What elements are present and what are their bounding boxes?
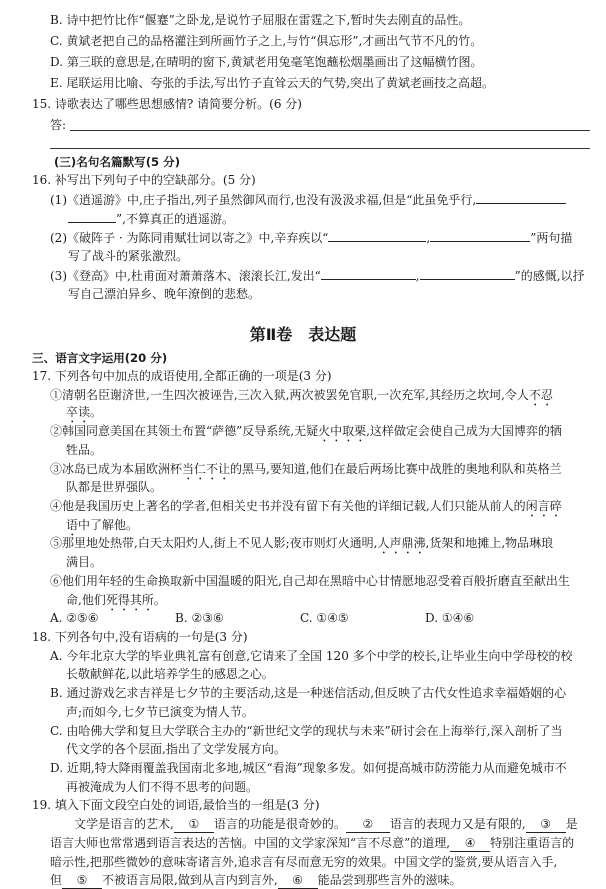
q17-sentence-5 <box>50 535 553 557</box>
q19-passage-line-4 <box>50 872 462 889</box>
text: 语言大师也常常遇到语言表达的苦恼。中国的文学家深知“言不尽意”的道理, <box>50 835 451 850</box>
q16-part-2-text: (2)《破阵子 · 为陈同甫赋壮词以寄之》中,辛弃疾以“ <box>50 231 329 245</box>
q18-option-c[interactable]: C. 由哈佛大学和复旦大学联合主办的“新世纪文学的现状与未来”研讨会在上海举行,深入剖析了当 <box>50 723 563 738</box>
question-19: 19. 填入下面文段空白处的词语,最恰当的一组是(3 分) <box>32 798 320 813</box>
q18-option-d[interactable]: D. 近期,特大降雨覆盖我国南北多地,城区“看海”现象多发。如何提高城市防涝能力从而避免城市不 <box>50 761 567 776</box>
q16-part-1-text-2: ”,不算真正的逍遥游。 <box>116 212 234 226</box>
option-c: C. 黄斌老把自己的品格灌注到所画竹子之上,与竹“俱忘形”,才画出气节不凡的竹。 <box>50 34 483 48</box>
text: ⑤那里地处热带,白天太阳灼人,街上不见人影;夜市则灯火通明, <box>50 536 378 551</box>
section-header-language-use: 三、语言文字运用(20 分) <box>32 351 168 365</box>
q19-passage-line-3: 暗示性,把那些微妙的意味寄诸言外,追求言有尽而意无穷的效果。中国文学的鉴赏,要从语言入手, <box>50 854 558 869</box>
q16-part-3 <box>50 267 585 284</box>
question-16: 16. 补写出下列句子中的空缺部分。(5 分) <box>32 173 256 187</box>
text: ①清朝名臣谢济世,一生四次被诬告,三次入狱,两次被罢免官职,一次充军,其经历之坎坷,令人 <box>50 387 529 402</box>
q17-option-c[interactable]: C. ①④⑤ <box>300 611 349 626</box>
option-d: D. 第三联的意思是,在晴明的窗下,黄斌老用兔毫笔饱蘸松烟墨画出了这幅横竹图。 <box>50 55 483 69</box>
q17-option-a[interactable]: A. ②⑤⑥ <box>50 611 99 626</box>
text: 的黑马,要知道,他们在最后两场比赛中战胜的奥地利队和英格兰 <box>230 461 562 476</box>
option-b: B. 诗中把竹比作“偃蹇”之卧龙,是说竹子屈服在雷霆之下,暂时失去刚直的品性。 <box>50 13 471 27</box>
question-15: 15. 诗歌表达了哪些思想感情? 请简要分析。(6 分) <box>32 97 302 111</box>
fill-blank[interactable] <box>321 267 416 280</box>
text: 是 <box>565 817 578 832</box>
text: 能品尝到那些言外的滋味。 <box>317 873 462 888</box>
q17-option-b[interactable]: B. ②③⑥ <box>175 611 224 626</box>
blank-3[interactable]: ③ <box>526 816 566 833</box>
q16-part-2 <box>50 229 572 246</box>
q19-passage-line-1 <box>74 816 578 833</box>
section-header-famous-lines: (三)名句名篇默写(5 分) <box>54 155 181 169</box>
blank-6[interactable]: ⑥ <box>278 872 318 889</box>
q17-option-d[interactable]: D. ①④⑥ <box>425 611 475 626</box>
q17-sentence-6: ⑥他们用年轻的生命换取新中国温暖的阳光,自己却在黑暗中心甘情愿地忍受着百般折磨直至献出生 <box>50 573 570 588</box>
text: 但 <box>50 873 63 888</box>
answer-line-1[interactable] <box>70 130 590 131</box>
text: ,这样做定会使自己成为大国博弈的牺 <box>366 424 562 439</box>
emphasized-idiom: 不忍 <box>528 387 553 402</box>
q18-option-a-cont: 长敬献鲜花,以此培养学生的感恩之心。 <box>66 667 274 682</box>
text: ②韩国同意美国在其领土布置“萨德”反导系统,无疑 <box>50 424 319 439</box>
volume-title: 第Ⅱ卷 表达题 <box>249 325 357 344</box>
q16-part-3-text-2: ”的感慨,以抒 <box>514 269 585 283</box>
blank-1[interactable]: ① <box>174 816 214 833</box>
text: 特别注重语言的 <box>490 835 575 850</box>
q16-part-2-cont: 写了战斗的紧张激烈。 <box>68 249 189 263</box>
text: 。 <box>153 592 166 607</box>
comma: , <box>415 269 420 283</box>
q18-option-b[interactable]: B. 通过游戏乞求吉祥是七夕节的主要活动,这是一种迷信活动,但反映了古代女性追求幸福婚姻的心 <box>50 686 567 701</box>
fill-blank[interactable] <box>430 229 530 242</box>
emphasized-idiom: 卒读 <box>66 405 91 420</box>
question-17: 17. 下列各句中加点的成语使用,全都正确的一项是(3 分) <box>32 369 332 383</box>
q17-sentence-5-cont: 满目。 <box>66 555 103 570</box>
emphasized-idiom: 语 <box>66 517 79 532</box>
q16-part-1-text: (1)《逍遥游》中,庄子指出,列子虽然御风而行,也没有汲汲求福,但是“此虽免乎行, <box>50 193 477 207</box>
fill-blank[interactable] <box>476 191 566 204</box>
fill-blank[interactable] <box>68 210 116 223</box>
q17-sentence-3-cont: 队都是世界强队。 <box>66 480 163 495</box>
emphasized-idiom: 死得其所 <box>105 592 154 607</box>
text: ,货架和地摊上,物品琳琅 <box>425 536 554 551</box>
emphasized-idiom: 闲言碎 <box>525 499 562 514</box>
q18-option-a[interactable]: A. 今年北京大学的毕业典礼富有创意,它请来了全国 120 多个中学的校长,让毕业生向中学母校的校 <box>50 648 573 663</box>
comma: , <box>426 231 431 245</box>
q17-sentence-1 <box>50 387 553 409</box>
text: 中了解他。 <box>78 517 139 532</box>
blank-5[interactable]: ⑤ <box>62 872 102 889</box>
q16-part-2-text-2: ”两句描 <box>530 231 573 245</box>
text: ③冰岛已成为本届欧洲杯 <box>50 461 183 476</box>
emphasized-idiom: 火中取栗 <box>318 424 367 439</box>
option-e: E. 尾联运用比喻、夸张的手法,写出竹子直耸云天的气势,突出了黄斌老画技之高超。 <box>50 76 495 90</box>
emphasized-idiom: 当仁不让 <box>182 461 231 476</box>
text: 文学是语言的艺术, <box>74 817 174 832</box>
text: ④他是我国历史上著名的学者,但相关史书并没有留下有关他的详细记载,人们只能从前人的 <box>50 499 526 514</box>
answer-label: 答: <box>50 118 67 132</box>
question-18: 18. 下列各句中,没有语病的一句是(3 分) <box>32 630 248 645</box>
q17-sentence-2-cont: 牲品。 <box>66 442 103 457</box>
text: 。 <box>90 405 103 420</box>
text: 命,他们 <box>66 592 106 607</box>
fill-blank[interactable] <box>420 267 515 280</box>
blank-4[interactable]: ④ <box>450 835 490 852</box>
q16-part-1-cont <box>68 210 234 227</box>
blank-2[interactable]: ② <box>346 816 390 833</box>
q18-option-b-cont: 声;而如今,七夕节已演变为情人节。 <box>66 704 254 719</box>
q16-part-3-text: (3)《登高》中,杜甫面对萧萧落木、滚滚长江,发出“ <box>50 269 321 283</box>
q18-option-c-cont: 代文学的各个层面,指出了文学发展方向。 <box>66 742 286 757</box>
q19-passage-line-2 <box>50 835 574 852</box>
q16-part-3-cont: 写自己漂泊异乡、晚年潦倒的悲愁。 <box>68 287 261 301</box>
q17-sentence-2 <box>50 423 562 445</box>
fill-blank[interactable] <box>328 229 426 242</box>
answer-line-2[interactable] <box>50 148 590 149</box>
text: 语言的表现力又是有限的, <box>389 817 526 832</box>
emphasized-idiom: 人声鼎沸 <box>377 536 426 551</box>
text: 不被语言局限,做到从言内到言外, <box>102 873 278 888</box>
text: 语言的功能是很奇妙的。 <box>213 817 346 832</box>
q18-option-d-cont: 再被淹成为人们不得不思考的问题。 <box>66 779 259 794</box>
q16-part-1 <box>50 191 566 208</box>
